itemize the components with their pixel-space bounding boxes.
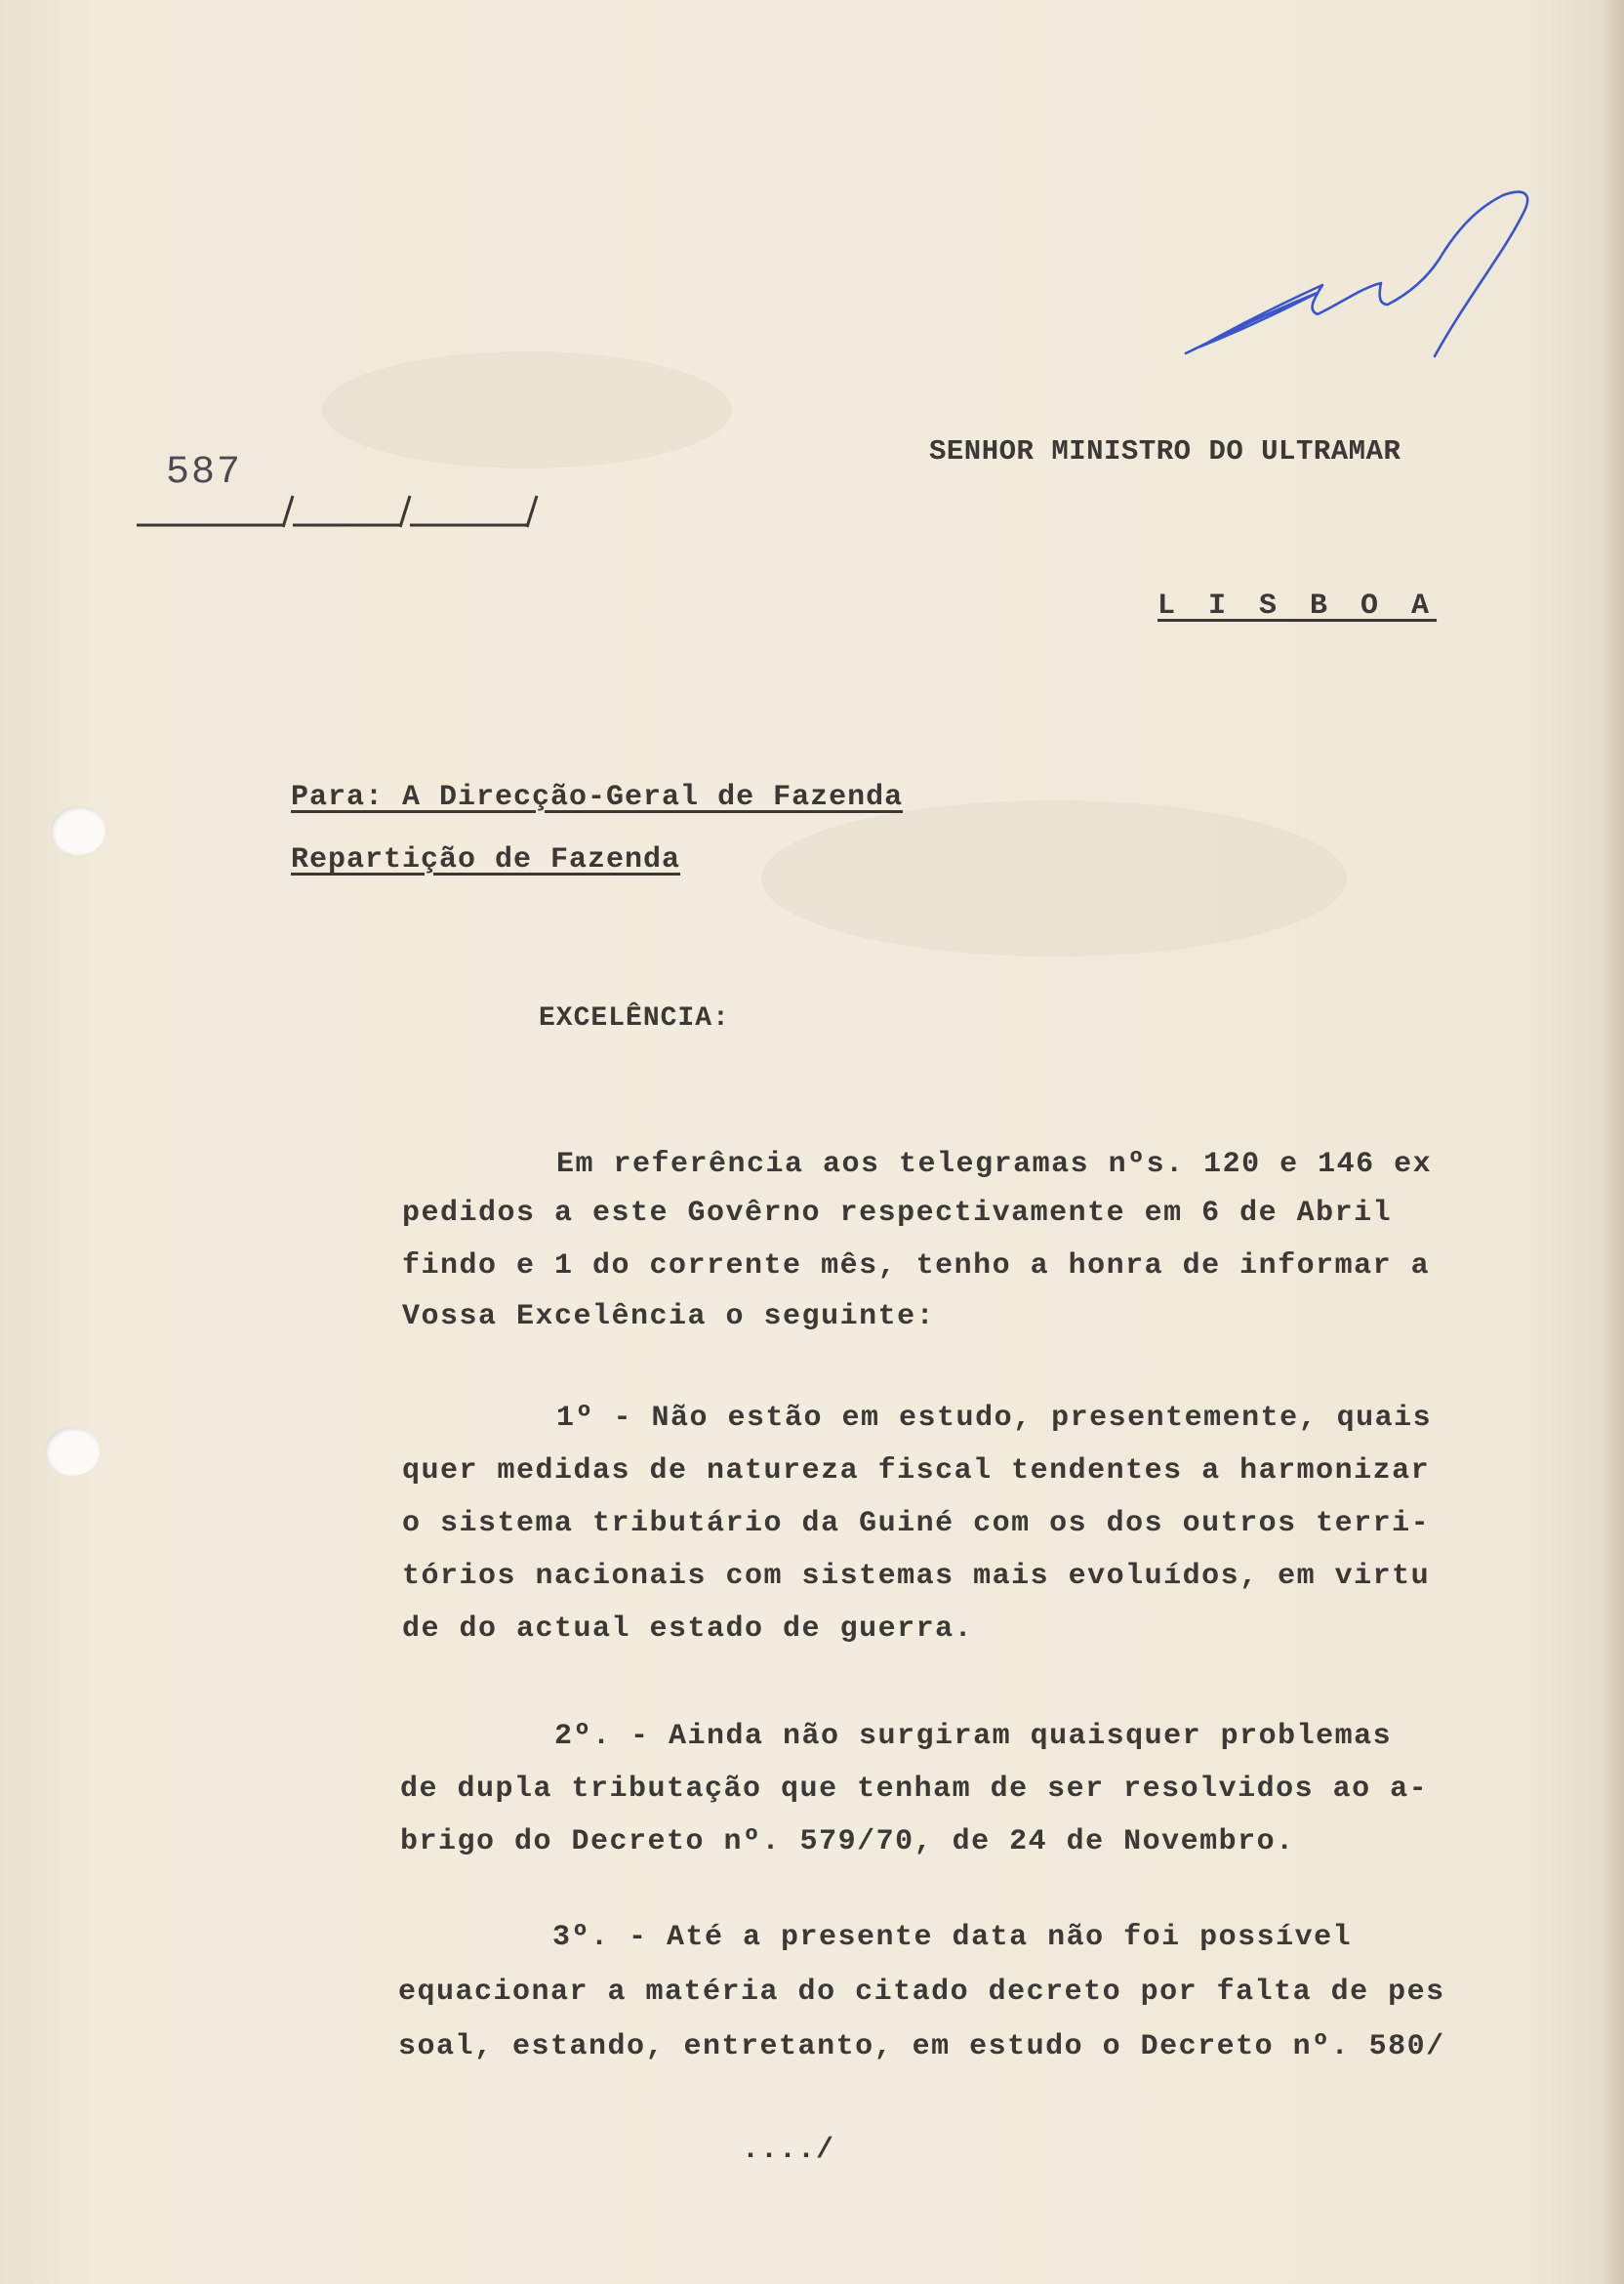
salutation: EXCELÊNCIA: [539, 1003, 730, 1034]
city: L I S B O A [1157, 590, 1438, 623]
paragraph-3-line-1: 3º. - Até a presente data não foi possível [552, 1921, 1353, 1954]
intro-line-1: Em referência aos telegramas nºs. 120 e 146 ex [556, 1148, 1433, 1181]
intro-line-4: Vossa Excelência o seguinte: [402, 1300, 936, 1333]
intro-line-3: findo e 1 do corrente mês, tenho a honra de informar a [402, 1249, 1431, 1283]
handwritten-initials-signature [1171, 185, 1542, 371]
paragraph-2-line-3: brigo do Decreto nº. 579/70, de 24 de Novembro. [400, 1825, 1295, 1858]
paper-stain [322, 351, 732, 469]
paper-edge-shadow [1603, 0, 1624, 2284]
paragraph-1-line-1: 1º - Não estão em estudo, presentemente, quais [556, 1402, 1433, 1435]
intro-line-2: pedidos a este Govêrno respectivamente em 6 de Abril [402, 1197, 1393, 1230]
paragraph-1-line-3: o sistema tributário da Guiné com os dos outros terri- [402, 1507, 1431, 1540]
paragraph-2-line-1: 2º. - Ainda não surgiram quaisquer problemas [554, 1720, 1393, 1753]
reference-blank-lines [137, 488, 556, 537]
paragraph-1-line-2: quer medidas de natureza fiscal tendentes a harmonizar [402, 1454, 1431, 1488]
punch-hole-bottom [45, 1427, 100, 1476]
continuation-mark: ..../ [742, 2134, 835, 2167]
punch-hole-top [51, 806, 105, 855]
paper-stain [761, 800, 1347, 957]
paragraph-3-line-3: soal, estando, entretanto, em estudo o Decreto nº. 580/ [398, 2030, 1445, 2063]
paragraph-1-line-5: de do actual estado de guerra. [402, 1612, 974, 1646]
addressee: SENHOR MINISTRO DO ULTRAMAR [929, 435, 1401, 468]
recipient-line-1: Para: A Direcção-Geral de Fazenda [291, 781, 904, 814]
paragraph-2-line-2: de dupla tributação que tenham de ser resolvidos ao a- [400, 1773, 1429, 1806]
file-number: 587 [166, 451, 243, 495]
paragraph-3-line-2: equacionar a matéria do citado decreto por falta de pes [398, 1976, 1445, 2009]
paragraph-1-line-4: tórios nacionais com sistemas mais evoluídos, em virtu [402, 1560, 1431, 1593]
recipient-line-2: Repartição de Fazenda [291, 843, 681, 877]
